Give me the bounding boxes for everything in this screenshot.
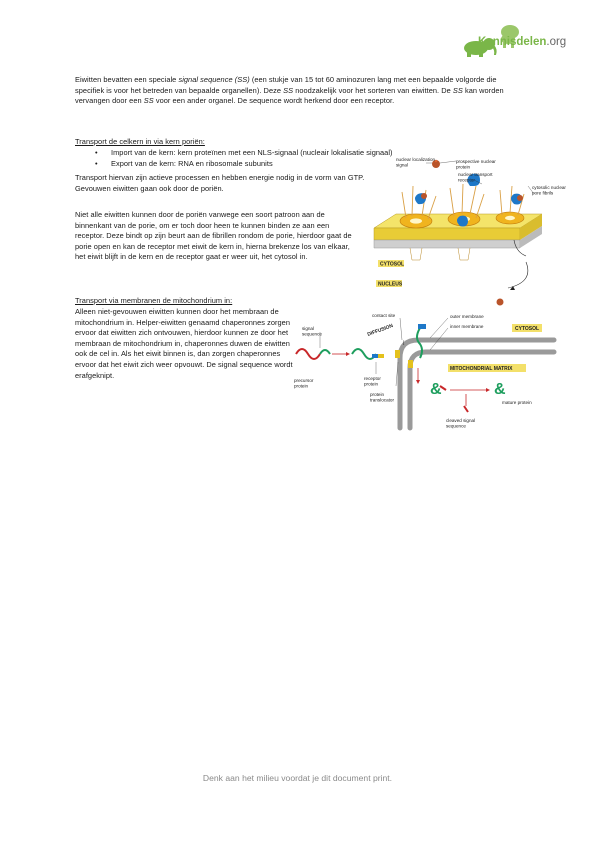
paragraph-mitochondria: Alleen niet-gevouwen eiwitten kunnen door het membraan de mitochondrium in. Helper-eiwitten genaamd chaperonnes zorgen ervoor dat eiwitten zich ontvouwen, hierdoor kunnen ze door het membraan de mitochondrium in, chaperonnes duwen de eiwitten ook de cel in. Als het eiwit binnen is, dan zorgen chaperonnes ervoor dat het eiwit zich weer opvouwt. De signal sequence wordt erafgeknipt. <box>75 307 293 380</box>
bullet-export: • Export van de kern: RNA en ribosomale subunits <box>75 159 495 170</box>
nuclear-pore-figure <box>366 156 566 306</box>
label-fibrils: cytosolic nuclear pore fibrils <box>532 185 566 196</box>
precursor-protein <box>296 349 330 359</box>
footer-note: Denk aan het milieu voordat je dit document print. <box>202 773 393 783</box>
label-transport-receptor: nuclear transport receptor <box>458 172 493 183</box>
section-heading-mitochondria: Transport via membranen de mitochondrium in: <box>75 296 233 305</box>
bullet-import: • Import van de kern: kern proteïnen met een NLS-signaal (nucleair lokalisatie signaal) <box>75 148 495 159</box>
intro-paragraph: Eiwitten bevatten een speciale signal sequence (SS) (een stukje van 15 tot 60 aminozuren lang met een bepaalde volgorde die specifiek is voor het betreden van bepaalde organellen). Deze SS noodzakelijk voor het sorteren van eiwitten. De SS kan worden vervangen door een SS voor een ander organel. De sequence wordt herkend door een receptor. <box>75 75 504 106</box>
logo-part-delen: delen <box>516 36 547 48</box>
label-cleaved-signal: cleaved signal sequence <box>446 418 476 429</box>
paragraph-pore-mechanism: Niet alle eiwitten kunnen door de poriën vanwege een soort patroon aan de binnenkant van de porie, om er toch door heen te kunnen binden ze aan een receptor. Deze bindt op zijn beurt aan de fibrillen rondom de porie, hierdoor gaat de porie open en kan de receptor met eiwit de kern in, hierna brekenze los van elkaar, het eiwit blijft in de kern en de receptor gaat er weer uit, het cytosol in. <box>75 210 352 262</box>
label-prospective-protein: prospective nuclear protein <box>456 159 496 170</box>
cleaved-signal-icon <box>464 406 468 412</box>
logo-part-kennis: Kennis <box>478 36 517 48</box>
label-matrix: MITOCHONDRIAL MATRIX <box>450 366 513 372</box>
label-translocator: protein translocator <box>370 392 395 403</box>
mitochondrial-membranes <box>400 340 554 428</box>
label-cytosol: CYTOSOL <box>380 261 405 268</box>
label-cytosol-mito: CYTOSOL <box>515 326 540 332</box>
paragraph-energy: Transport hiervan zijn actieve processen en hebben energie nodig in de vorm van GTP. Gevouwen eiwitten gaan ook door de poriën. <box>75 173 365 193</box>
logo-part-org: .org <box>546 36 567 48</box>
svg-text:[: [ <box>403 340 405 345</box>
label-nucleus: NUCLEUS <box>378 281 403 288</box>
label-mature-protein: mature protein <box>502 400 532 405</box>
label-inner-membrane: inner membrane <box>450 324 484 329</box>
label-contact-site: contact site <box>372 313 396 318</box>
receptor-bound-protein <box>352 349 384 359</box>
mature-protein-icon: & <box>494 381 506 398</box>
label-diffusion: DIFFUSION <box>366 323 395 338</box>
label-receptor-protein: receptor protein <box>364 376 381 387</box>
label-precursor-protein: precursor protein <box>294 378 314 389</box>
label-nls: nuclear localization signal <box>396 157 436 168</box>
label-outer-membrane: outer membrane <box>450 314 484 319</box>
logo-wordmark[interactable] <box>478 36 566 48</box>
mitochondrial-import-figure <box>290 310 562 438</box>
folding-protein-icon: & <box>430 381 442 398</box>
label-signal-sequence: signal sequence <box>302 326 322 337</box>
section-heading-nuclear-pore: Transport de celkern in via kern poriën: <box>75 137 205 146</box>
